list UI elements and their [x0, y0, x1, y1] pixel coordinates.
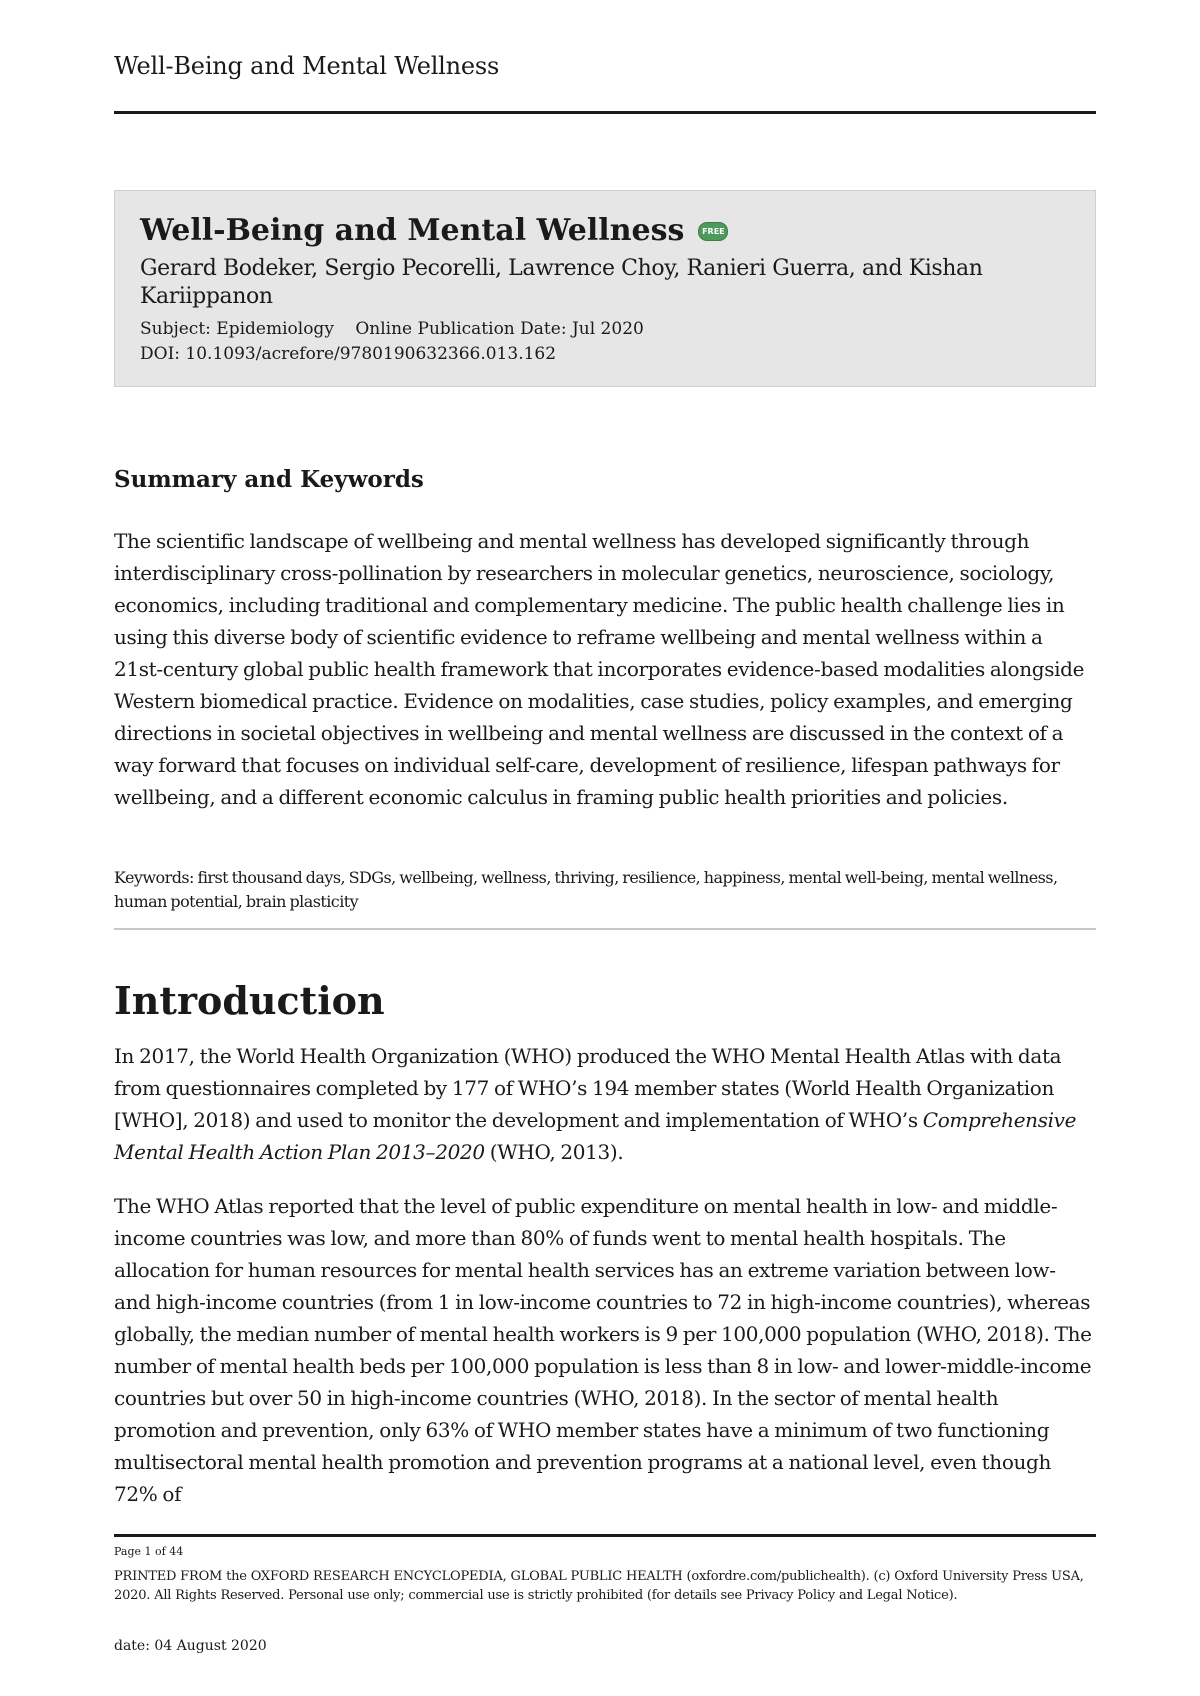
- keywords-label: Keywords:: [114, 868, 194, 887]
- article-info-box: [114, 190, 1096, 387]
- article-meta: [140, 317, 1071, 367]
- article-title: [140, 211, 1071, 251]
- intro-p1-text: In 2017, the World Health Organization (WHO) produced the WHO Mental Health Atlas with data from questionnaires completed by 177 of WHO’s 194 member states (World Health Organization [WHO], 2018) and used to monitor the development and implementation of WHO’s: [114, 1044, 1062, 1132]
- intro-paragraph-2: The WHO Atlas reported that the level of public expenditure on mental health in low- and middle-income countries was low, and more than 80% of funds went to mental health hospitals. The allocation for human resources for mental health services has an extreme variation between low- and high-income countries (from 1 in low-income countries to 72 in high-income countries), whereas globally, the median number of mental health workers is 9 per 100,000 population (WHO, 2018). The number of mental health beds per 100,000 population is less than 8 in low- and lower-middle-income countries but over 50 in high-income countries (WHO, 2018). In the sector of mental health promotion and prevention, only 63% of WHO member states have a minimum of two functioning multisectoral mental health promotion and prevention programs at a national level, even though 72% of: [114, 1194, 1092, 1506]
- subject-label: Subject:: [140, 319, 211, 339]
- doi-line: [140, 342, 1071, 367]
- doi-value: 10.1093/acrefore/9780190632366.013.162: [185, 344, 557, 364]
- pubdate-label: Online Publication Date:: [355, 319, 567, 339]
- running-head: Well-Being and Mental Wellness: [114, 52, 500, 80]
- print-date: date: 04 August 2020: [114, 1638, 267, 1654]
- intro-p1-tail: (WHO, 2013).: [484, 1140, 624, 1164]
- subject-value: Epidemiology: [216, 319, 334, 339]
- subject-line: [140, 317, 1071, 342]
- printed-notice: PRINTED FROM the OXFORD RESEARCH ENCYCLOPEDIA, GLOBAL PUBLIC HEALTH (oxfordre.com/publichealth). (c) Oxford University Press USA, 2020. All Rights Reserved. Personal use only; commercial use is strictly prohibited (for details see Privacy Policy and Legal Notice).: [114, 1569, 1084, 1603]
- free-badge-icon: FREE: [698, 222, 728, 241]
- summary-body: The scientific landscape of wellbeing and mental wellness has developed significantly through interdisciplinary cross-pollination by researchers in molecular genetics, neuroscience, sociology, economics, including traditional and complementary medicine. The public health challenge lies in using this diverse body of scientific evidence to reframe wellbeing and mental wellness within a 21st-century global public health framework that incorporates evidence-based modalities alongside Western biomedical practice. Evidence on modalities, case studies, policy examples, and emerging directions in societal objectives in wellbeing and mental wellness are discussed in the context of a way forward that focuses on individual self-care, development of resilience, lifespan pathways for wellbeing, and a different economic calculus in framing public health priorities and policies.: [114, 529, 1085, 809]
- introduction-heading: Introduction: [114, 978, 385, 1023]
- article-title-text: Well-Being and Mental Wellness: [140, 213, 685, 248]
- footer-rule: [114, 1534, 1096, 1537]
- page-number: Page 1 of 44: [114, 1545, 184, 1558]
- doi-label: DOI:: [140, 344, 181, 364]
- keywords-rule: [114, 928, 1096, 930]
- keywords-list: first thousand days, SDGs, wellbeing, wellness, thriving, resilience, happiness, mental well-being, mental wellness, human potential, brain plasticity: [114, 868, 1058, 911]
- summary-heading: Summary and Keywords: [114, 466, 424, 493]
- article-authors: Gerard Bodeker, Sergio Pecorelli, Lawrence Choy, Ranieri Guerra, and Kishan Kariippanon: [140, 256, 983, 309]
- intro-paragraph-1: [114, 1040, 1096, 1168]
- intro-p1-italic-title: Comprehensive Mental Health Action Plan 2013–2020: [114, 1108, 1077, 1164]
- pubdate-value: Jul 2020: [571, 319, 644, 339]
- keywords: [114, 866, 1096, 914]
- header-rule: [114, 111, 1096, 114]
